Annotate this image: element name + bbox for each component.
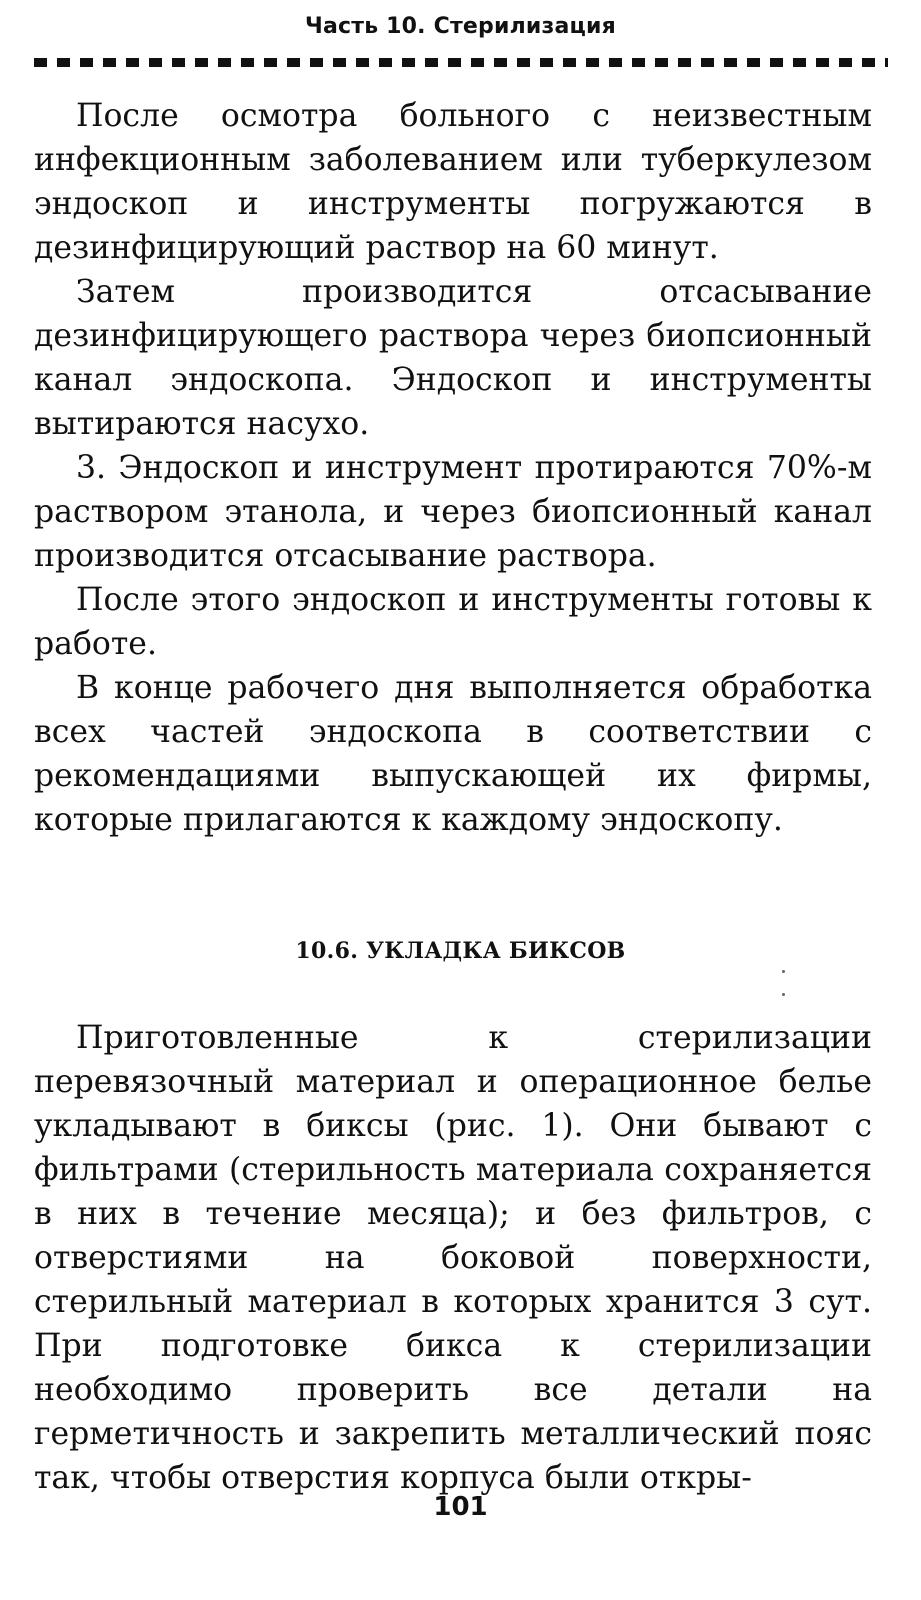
dotted-header-rule <box>34 58 888 67</box>
top-text-block <box>34 94 872 842</box>
paragraph-ready-for-work: После этого эндоскоп и инструменты готовы к работе. <box>34 582 872 662</box>
section-text-block <box>34 1016 872 1500</box>
page-number: 101 <box>433 1492 488 1522</box>
paragraph-suction-dry: Затем производится отсасывание дезинфицирующего раствора через биопсионный канал эндоскопа. Эндоскоп и инструменты вытираются насухо. <box>34 274 872 442</box>
section-heading: 10.6. УКЛАДКА БИКСОВ <box>295 938 626 964</box>
paragraph-end-of-day: В конце рабочего дня выполняется обработка всех частей эндоскопа в соответствии с рекомендациями выпускающей их фирмы, которые прилагаются к каждому эндоскопу. <box>34 670 872 838</box>
paragraph-ethanol-wipe: 3. Эндоскоп и инструмент протираются 70%-м раствором этанола, и через биопсионный канал производится отсасывание раствора. <box>34 450 872 574</box>
running-header-title: Часть 10. Стерилизация <box>304 14 616 39</box>
scan-speck <box>782 993 785 996</box>
paragraph-bix-packing: Приготовленные к стерилизации перевязочный материал и операционное белье укладывают в биксы (рис. 1). Они бывают с фильтрами (стерильность материала сохраняется в них в течение месяца); и без фильтров, с отверстиями на боковой поверхности, стерильный материал в которых хранится 3 сут. При подготовке бикса к стерилизации необходимо проверить все детали на герметичность и закрепить металлический пояс так, чтобы отверстия корпуса были откры- <box>34 1020 872 1496</box>
paragraph-infection-soak: После осмотра больного с неизвестным инфекционным заболеванием или туберкулезом эндоскоп и инструменты погружаются в дезинфицирующий раствор на 60 минут. <box>34 98 872 266</box>
scan-speck <box>782 970 785 973</box>
